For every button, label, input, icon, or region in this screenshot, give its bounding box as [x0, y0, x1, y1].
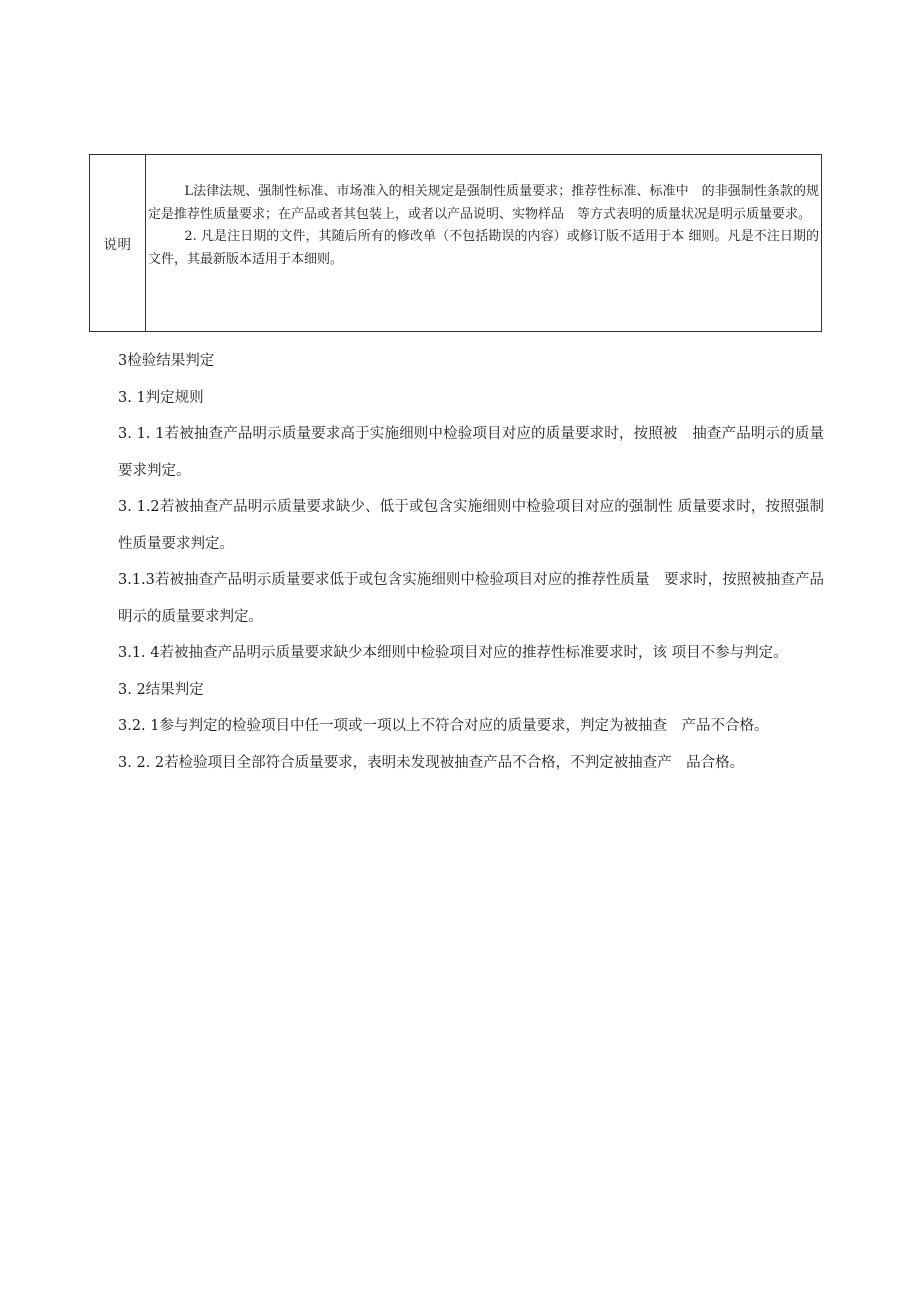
clause-3-2-2: 3. 2. 2若检验项目全部符合质量要求，表明未发现被抽查产品不合格，不判定被抽查产 品合格。 [118, 754, 745, 771]
clause-3-1-2: 3. 1.2若被抽查产品明示质量要求缺少、低于或包含实施细则中检验项目对应的强制性 质量要求时，按照强制性质量要求判定。 [118, 499, 824, 552]
note-label-cell [90, 155, 146, 331]
clause-3-1-1: 3. 1. 1若被抽查产品明示质量要求高于实施细则中检验项目对应的质量要求时，按照被 抽查产品明示的质量要求判定。 [118, 426, 824, 479]
note-table [89, 154, 822, 332]
note-paragraph-1: L法律法规、强制性标准、市场准入的相关规定是强制性质量要求；推荐性标准、标准中 的非强制性条款的规定是推荐性质量要求；在产品或者其包装上，或者以产品说明、实物样品 等方式表明的质量状况是明示质量要求。 [148, 184, 819, 222]
note-content-cell [146, 155, 821, 331]
note-label: 说明 [103, 237, 132, 253]
clause-3-2-1: 3.2. 1参与判定的检验项目中任一项或一项以上不符合对应的质量要求，判定为被抽查 产品不合格。 [118, 718, 769, 734]
note-paragraph-2: 2. 凡是注日期的文件，其随后所有的修改单（不包括勘误的内容）或修订版不适用于本 细则。凡是不注日期的文件，其最新版本适用于本细则。 [148, 229, 819, 267]
section-heading-3-1: 3. 1判定规则 [118, 389, 204, 406]
clause-3-1-3: 3.1.3若被抽查产品明示质量要求低于或包含实施细则中检验项目对应的推荐性质量 要求时，按照被抽查产品明示的质量要求判定。 [118, 572, 824, 625]
body-text [118, 343, 824, 781]
section-heading-3: 3检验结果判定 [118, 353, 215, 369]
clause-3-1-4: 3.1. 4若被抽查产品明示质量要求缺少本细则中检验项目对应的推荐性标准要求时，该 项目不参与判定。 [118, 645, 788, 661]
section-heading-3-2: 3. 2结果判定 [118, 681, 204, 698]
